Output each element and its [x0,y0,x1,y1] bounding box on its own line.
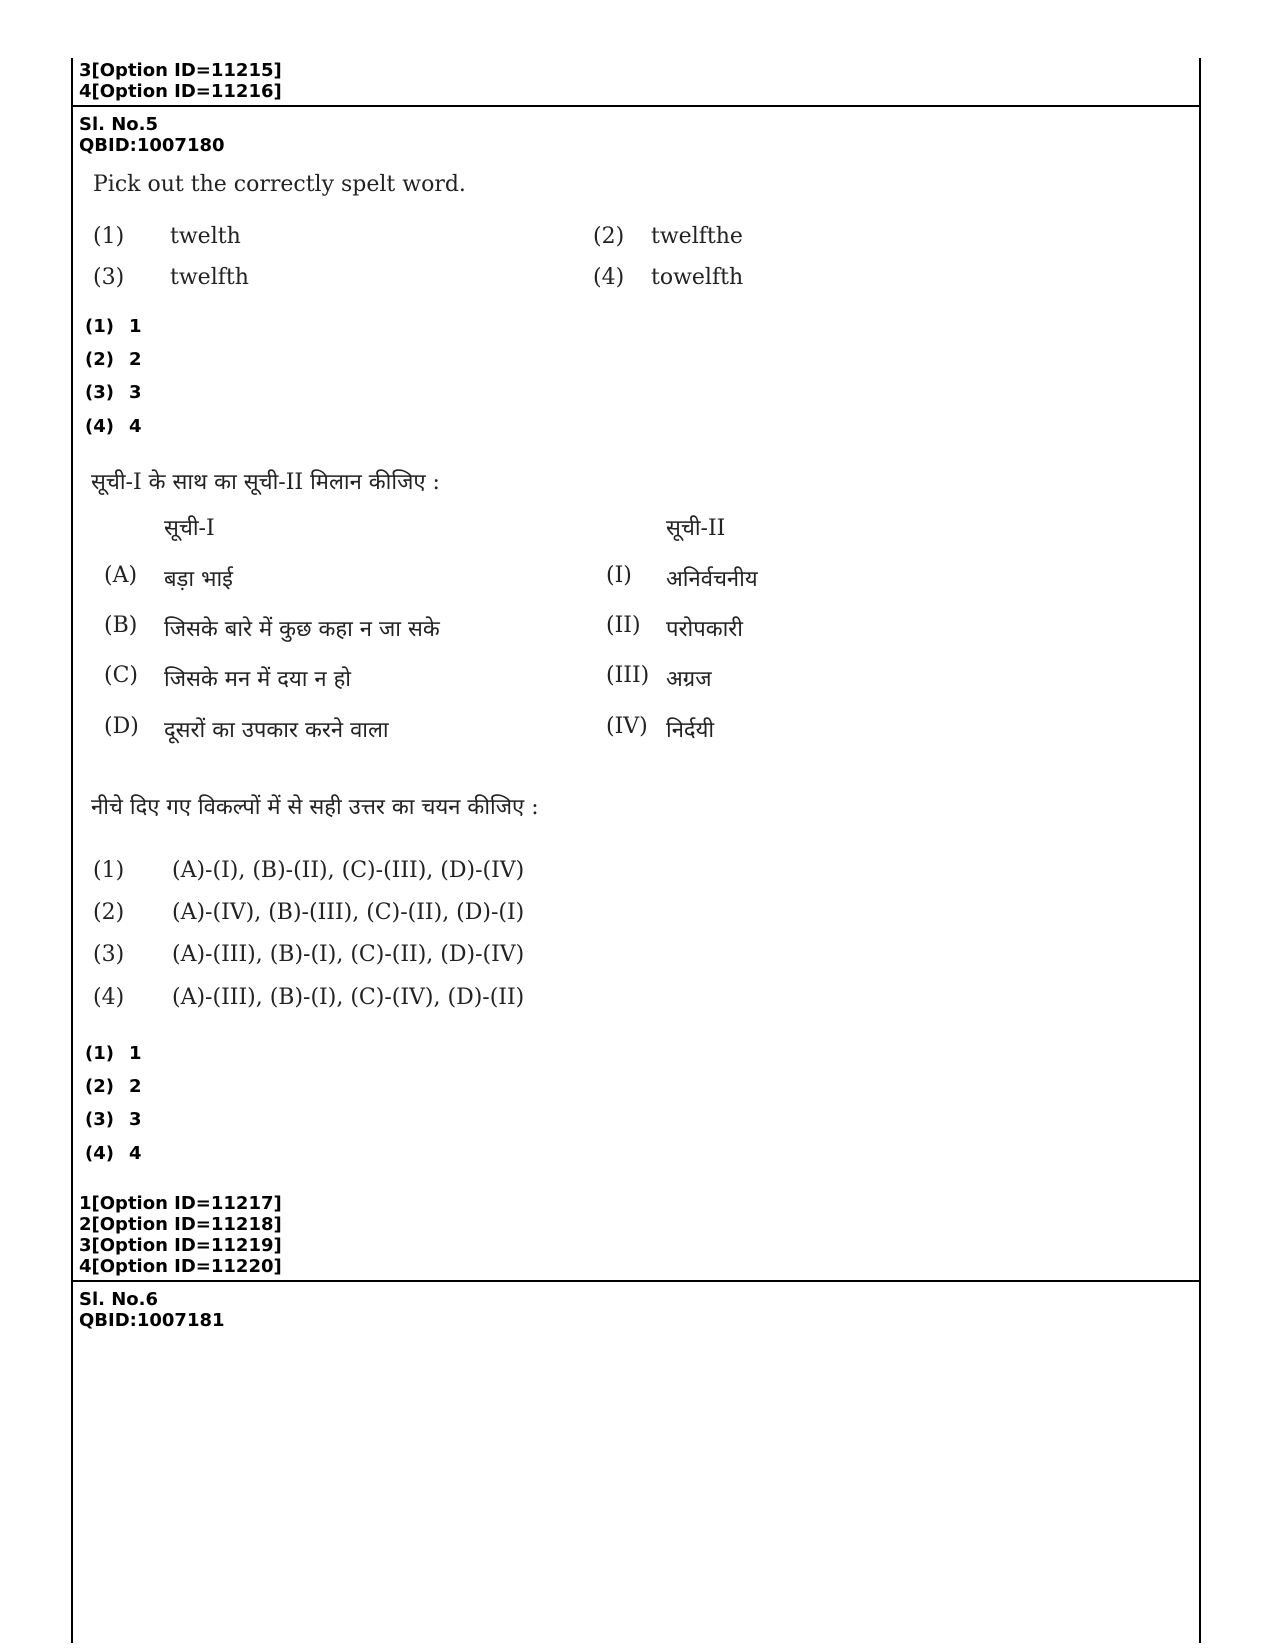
option-id-line: 4[Option ID=11220] [79,1256,282,1277]
choice-number: (1) [93,858,125,883]
answer-option: (2) 2 [85,1076,142,1097]
list-2-label: (II) [606,613,641,638]
answer-option: (1) 1 [85,1043,142,1064]
serial-number: Sl. No.6 [79,1289,159,1310]
list-2-label: (III) [606,663,650,688]
qbid: QBID:1007180 [79,135,225,156]
choice-number: (1) [93,224,125,249]
qbid: QBID:1007181 [79,1310,225,1331]
list-1-item: दूसरों का उपकार करने वाला [164,718,389,743]
question-text: Pick out the correctly spelt word. [93,172,466,197]
option-id-line: 1[Option ID=11217] [79,1193,282,1214]
choice-number: (3) [93,942,125,967]
question-paper-frame [71,58,1201,1643]
choice-number: (2) [593,224,625,249]
answer-option: (3) 3 [85,382,142,403]
option-id-line: 2[Option ID=11218] [79,1214,282,1235]
list-2-label: (I) [606,563,632,588]
list-1-label: (D) [104,714,139,739]
section-divider [73,1280,1199,1282]
choice-text: towelfth [651,265,744,290]
choice-text: (A)-(III), (B)-(I), (C)-(IV), (D)-(II) [172,985,525,1010]
choice-text: (A)-(IV), (B)-(III), (C)-(II), (D)-(I) [172,900,525,925]
list-1-item: बड़ा भाई [164,567,233,592]
list-2-item: परोपकारी [666,617,743,642]
list-1-item: जिसके बारे में कुछ कहा न जा सके [164,617,440,642]
list-1-header: सूची-I [164,516,215,541]
list-2-item: अनिर्वचनीय [666,567,758,592]
choice-text: twelfthe [651,224,743,249]
choice-number: (4) [93,985,125,1010]
option-id-line: 3[Option ID=11215] [79,60,282,81]
list-1-label: (B) [104,613,138,638]
list-1-label: (C) [104,663,138,688]
list-2-item: निर्दयी [666,718,715,743]
list-1-item: जिसके मन में दया न हो [164,667,352,692]
option-id-line: 4[Option ID=11216] [79,81,282,102]
list-2-item: अग्रज [666,667,712,692]
hindi-question-text: सूची-I के साथ का सूची-II मिलान कीजिए : [91,470,440,495]
choice-text: (A)-(I), (B)-(II), (C)-(III), (D)-(IV) [172,858,525,883]
choice-number: (3) [93,265,125,290]
list-1-label: (A) [104,563,138,588]
list-2-label: (IV) [606,714,648,739]
list-2-header: सूची-II [666,516,726,541]
serial-number: Sl. No.5 [79,114,159,135]
answer-option: (2) 2 [85,349,142,370]
instruction-text: नीचे दिए गए विकल्पों में से सही उत्तर का चयन कीजिए : [91,795,539,820]
answer-option: (3) 3 [85,1109,142,1130]
choice-number: (2) [93,900,125,925]
section-divider [73,105,1199,107]
choice-text: twelfth [170,265,249,290]
option-id-line: 3[Option ID=11219] [79,1235,282,1256]
answer-option: (1) 1 [85,316,142,337]
answer-option: (4) 4 [85,416,142,437]
choice-text: twelth [170,224,241,249]
choice-number: (4) [593,265,625,290]
answer-option: (4) 4 [85,1143,142,1164]
choice-text: (A)-(III), (B)-(I), (C)-(II), (D)-(IV) [172,942,525,967]
